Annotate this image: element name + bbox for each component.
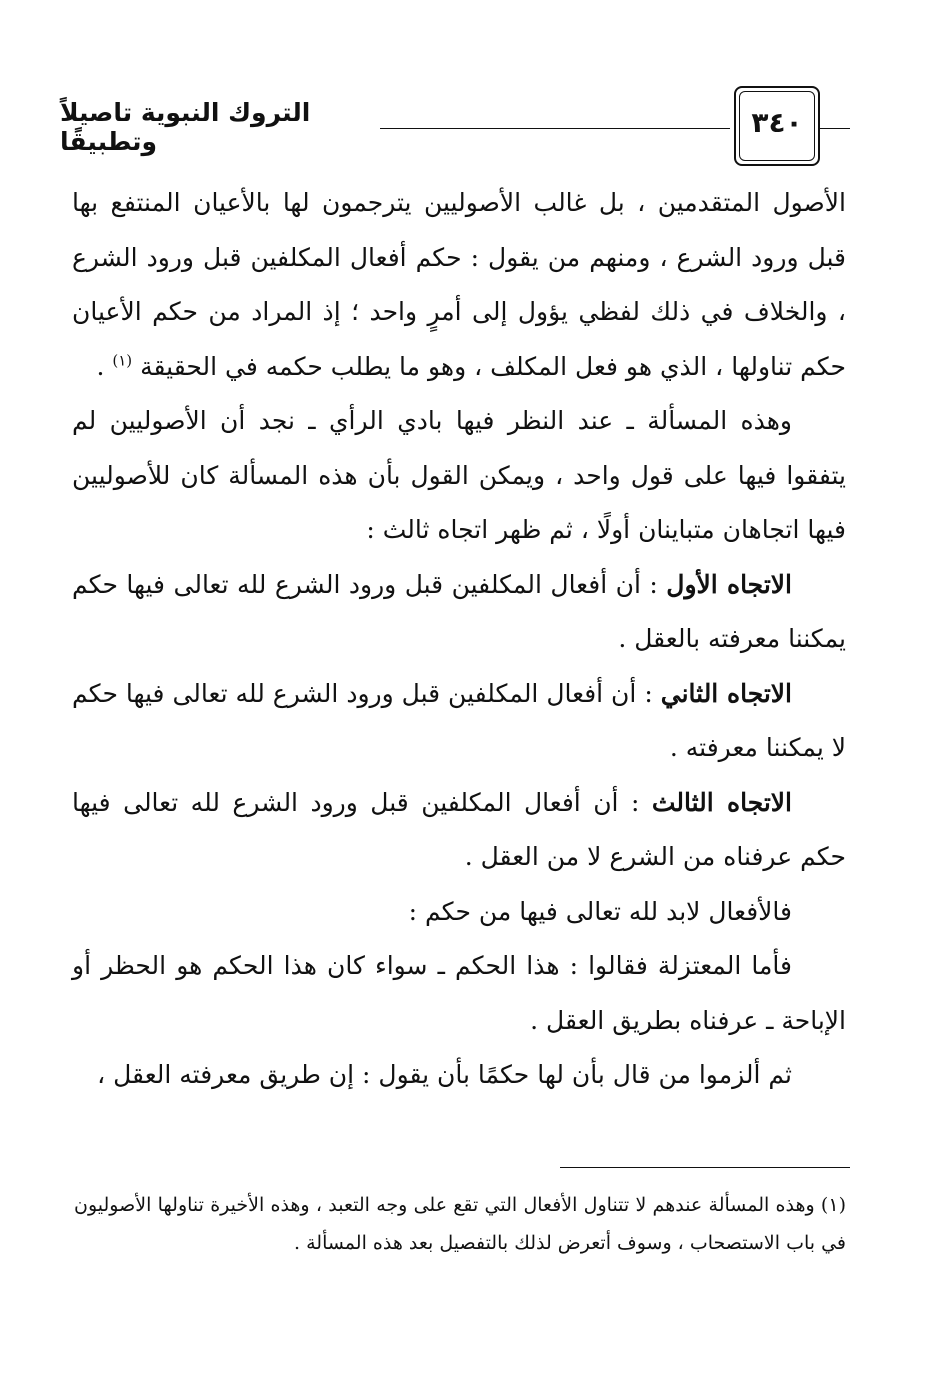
direction-1	[72, 558, 846, 667]
running-title: التروك النبوية تاصيلاً وتطبيقًا	[60, 98, 311, 156]
direction-3-text: : أن أفعال المكلفين قبل ورود الشرع لله تعالى فيها حكم عرفناه من الشرع لا من العقل .	[72, 787, 846, 871]
paragraph-5: ثم ألزموا من قال بأن لها حكمًا بأن يقول : إن طريق معرفته العقل ،	[97, 1060, 792, 1089]
page-number-frame	[734, 86, 820, 166]
paragraph-2: وهذه المسألة ـ عند النظر فيها بادي الرأي ـ نجد أن الأصوليين لم يتفقوا فيها على قول واحد ، ويمكن القول بأن هذه المسألة كان للأصوليين فيها اتجاهان متباينان أولًا ، ثم ظهر اتجاه ثالث :	[72, 406, 846, 544]
footnote-divider	[560, 1167, 850, 1168]
paragraph-1	[72, 176, 846, 394]
footnote-reference[interactable]: (١)	[112, 351, 133, 370]
footnote-1: (١) وهذه المسألة عندهم لا تتناول الأفعال التي تقع على وجه التعبد ، وهذه الأخيرة تناولها الأصوليون في باب الاستصحاب ، وسوف أتعرض لذلك بالتفصيل بعد هذه المسألة .	[74, 1194, 846, 1254]
header-rule	[380, 128, 730, 129]
direction-3-term: الاتجاه الثالث	[651, 787, 792, 817]
page-header	[60, 86, 850, 168]
direction-3	[72, 776, 846, 885]
direction-1-term: الاتجاه الأول	[666, 569, 792, 599]
direction-1-text: : أن أفعال المكلفين قبل ورود الشرع لله تعالى فيها حكم يمكننا معرفته بالعقل .	[72, 569, 846, 653]
header-rule-end	[818, 128, 850, 129]
page-number: ٣٤٠	[751, 106, 803, 139]
direction-2-term: الاتجاه الثاني	[660, 678, 792, 708]
paragraph-1-text: الأصول المتقدمين ، بل غالب الأصوليين يترجمون لها بالأعيان المنتفع بها قبل ورود الشرع ، ومنهم من يقول : حكم أفعال المكلفين قبل ورود الشرع ، والخلاف في ذلك لفظي يؤول إلى أمرٍ واحد ؛ إذ المراد من حكم الأعيان حكم تناولها ، الذي هو فعل المكلف ، وهو ما يطلب حكمه في الحقيقة	[72, 188, 846, 381]
paragraph-3: فالأفعال لابد لله تعالى فيها من حكم :	[408, 896, 792, 926]
main-text	[72, 176, 846, 1103]
direction-2-text: : أن أفعال المكلفين قبل ورود الشرع لله تعالى فيها حكم لا يمكننا معرفته .	[72, 678, 846, 762]
paragraph-4: فأما المعتزلة فقالوا : هذا الحكم ـ سواء كان هذا الحكم هو الحظر أو الإباحة ـ عرفناه بطريق العقل .	[72, 951, 846, 1035]
paragraph-1-end: .	[96, 351, 113, 381]
footnotes	[74, 1186, 846, 1262]
direction-2	[72, 667, 846, 776]
